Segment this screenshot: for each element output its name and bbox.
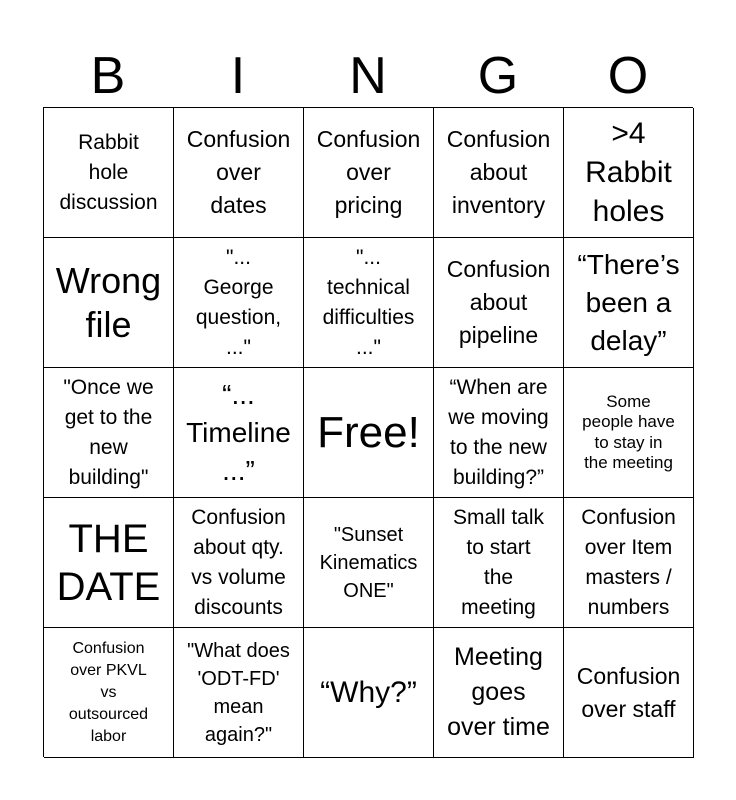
bingo-cell[interactable]: Confusion about qty. vs volume discounts [174, 498, 304, 628]
bingo-cell[interactable]: Confusion about pipeline [434, 238, 564, 368]
header-letter-g: G [477, 47, 519, 105]
bingo-cell[interactable]: Confusion over staff [564, 628, 694, 758]
bingo-header [43, 44, 693, 108]
bingo-cell[interactable]: Rabbit hole discussion [44, 108, 174, 238]
bingo-cell[interactable]: “There’s been a delay” [564, 238, 694, 368]
bingo-cell[interactable]: "Sunset Kinematics ONE" [304, 498, 434, 628]
bingo-cell[interactable]: >4 Rabbit holes [564, 108, 694, 238]
bingo-card-grid [43, 107, 693, 757]
header-letter-b: B [90, 47, 126, 105]
bingo-cell[interactable]: "... George question, ..." [174, 238, 304, 368]
bingo-cell-free[interactable]: Free! [304, 368, 434, 498]
bingo-cell[interactable]: Meeting goes over time [434, 628, 564, 758]
bingo-cell[interactable]: Small talk to start the meeting [434, 498, 564, 628]
bingo-cell[interactable]: Wrong file [44, 238, 174, 368]
bingo-cell[interactable]: Confusion over dates [174, 108, 304, 238]
bingo-cell[interactable]: "Once we get to the new building" [44, 368, 174, 498]
header-letter-i: I [230, 47, 246, 105]
bingo-cell[interactable]: Confusion over pricing [304, 108, 434, 238]
bingo-cell[interactable]: Some people have to stay in the meeting [564, 368, 694, 498]
bingo-cell[interactable]: Confusion about inventory [434, 108, 564, 238]
bingo-cell[interactable]: “... Timeline ...” [174, 368, 304, 498]
bingo-cell[interactable]: “Why?” [304, 628, 434, 758]
bingo-cell[interactable]: Confusion over Item masters / numbers [564, 498, 694, 628]
bingo-cell[interactable]: "... technical difficulties ..." [304, 238, 434, 368]
header-letter-n: N [349, 47, 387, 105]
bingo-cell[interactable]: THE DATE [44, 498, 174, 628]
bingo-cell[interactable]: “When are we moving to the new building?” [434, 368, 564, 498]
bingo-cell[interactable]: "What does 'ODT-FD' mean again?" [174, 628, 304, 758]
bingo-cell[interactable]: Confusion over PKVL vs outsourced labor [44, 628, 174, 758]
header-letter-o: O [607, 47, 649, 105]
